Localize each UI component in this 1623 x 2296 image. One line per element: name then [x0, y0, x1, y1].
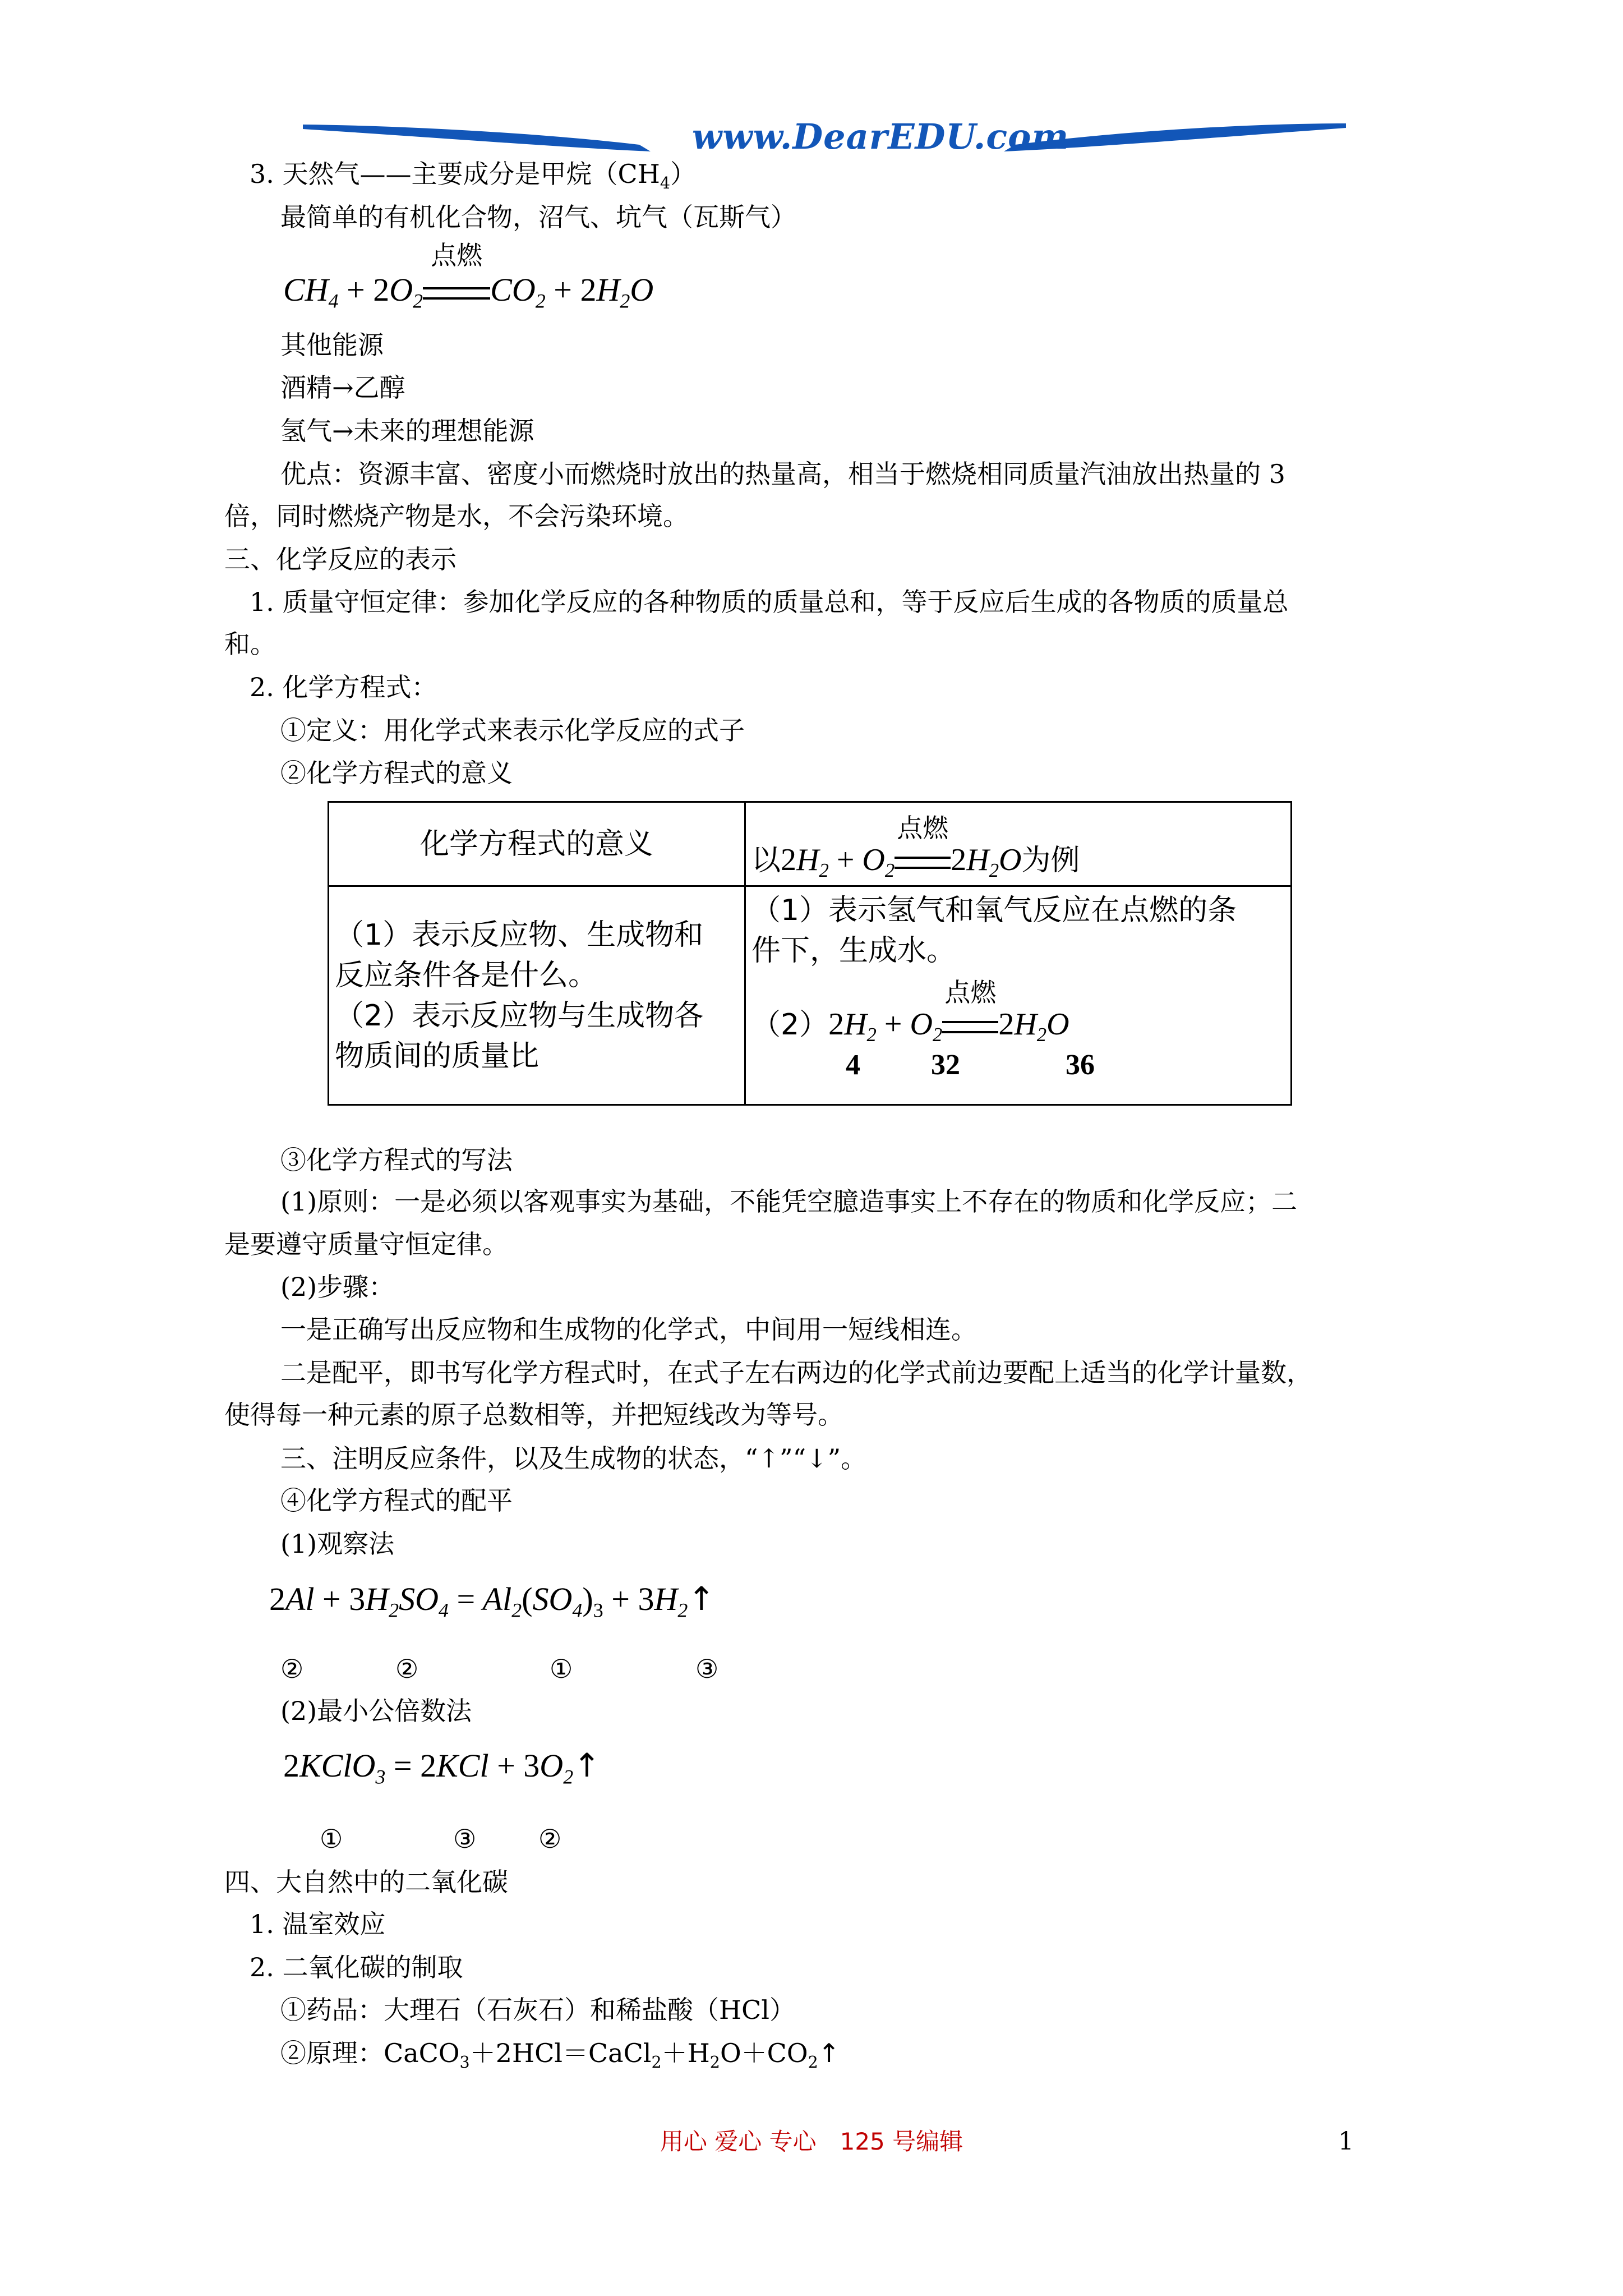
- balance-marks-2: ① ③ ②: [320, 1824, 562, 1854]
- text-line: (2)步骤：: [280, 1272, 395, 1302]
- text-line: 三、注明反应条件，以及生成物的状态，“↑”“↓”。: [280, 1443, 867, 1474]
- text-line: 酒精→乙醇: [280, 372, 405, 403]
- text-line: 2. 二氧化碳的制取: [250, 1952, 463, 1982]
- text-line: ①药品：大理石（石灰石）和稀盐酸（HCl）: [280, 1995, 796, 2025]
- text-line: 3. 天然气——主要成分是甲烷$(CH_4)$: [250, 159, 696, 192]
- text-line: 氢气→未来的理想能源: [280, 416, 534, 446]
- text-line: 是要遵守质量守恒定律。: [224, 1229, 508, 1259]
- table-cell-example: （1）表示氢气和氧气反应在点燃的条 件下，生成水。 $(2)2H_2 + O_2$ 点燃 $2H_2O$ 4 32 36: [745, 886, 1292, 1105]
- mass-value: 32: [931, 1049, 960, 1081]
- balance-marks-1: ② ② ① ③: [280, 1654, 719, 1684]
- mass-value: 4: [846, 1049, 860, 1081]
- page-number: 1: [1338, 2127, 1354, 2156]
- text-line: ①定义：用化学式来表示化学反应的式子: [280, 715, 745, 746]
- footer-text: 用心 爱心 专心 125 号编辑: [660, 2128, 963, 2155]
- text-line: 使得每一种元素的原子总数相等，并把短线改为等号。: [224, 1400, 843, 1430]
- text-line: ②原理：$CaCO_3+2HCl=CaCl_2+H_2O+CO_2↑$: [280, 2038, 840, 2072]
- text-line: 优点：资源丰富、密度小而燃烧时放出的热量高，相当于燃烧相同质量汽油放出热量的 3: [280, 459, 1285, 489]
- text-line: 1. 温室效应: [250, 1909, 386, 1939]
- text-line: ②化学方程式的意义: [280, 758, 513, 788]
- equation-kclo3: 2KClO$_3$ = $2KCl + 3O_2↑$: [283, 1746, 601, 1788]
- text-line: ④化学方程式的配平: [280, 1485, 513, 1516]
- text-line: 1. 质量守恒定律：参加化学反应的各种物质的质量总和，等于反应后生成的各物质的质量总: [250, 587, 1289, 617]
- site-logo: www.DearEDU.com: [691, 116, 1069, 157]
- equation-meaning-table: [328, 801, 1292, 1106]
- equation-aluminum: $2Al + 3H_2SO_4 = Al_2(SO_4)_3$ + $3H_2↑$: [269, 1580, 715, 1622]
- table-header-example: 以$2H_2 + O_2$ 点燃 $2H_2O$为例: [745, 802, 1292, 886]
- equation-methane: $CH_4 + 2O_2$ 点燃 $CO_2 + 2H_2O$: [283, 240, 654, 312]
- section-heading: 四、大自然中的二氧化碳: [224, 1867, 508, 1897]
- text-line: 和。: [224, 629, 276, 659]
- text-line: ③化学方程式的写法: [280, 1145, 513, 1175]
- mass-value: 36: [1066, 1049, 1095, 1081]
- header-banner: [303, 112, 1346, 163]
- text-line: 二是配平，即书写化学方程式时，在式子左右两边的化学式前边要配上适当的化学计量数，: [280, 1358, 1312, 1388]
- text-line: 其他能源: [280, 330, 384, 360]
- text-line: 最简单的有机化合物，沼气、坑气（瓦斯气）: [280, 202, 796, 232]
- text-line: (1)观察法: [280, 1529, 395, 1559]
- text-line: 倍，同时燃烧产物是水，不会污染环境。: [224, 501, 689, 531]
- text-line: (2)最小公倍数法: [280, 1696, 472, 1726]
- text-line: 一是正确写出反应物和生成物的化学式，中间用一短线相连。: [280, 1314, 977, 1345]
- section-heading: 三、化学反应的表示: [224, 544, 457, 574]
- table-header-meaning: 化学方程式的意义: [329, 802, 745, 886]
- text-line: 2. 化学方程式：: [250, 672, 437, 702]
- text-line: (1)原则：一是必须以客观事实为基础，不能凭空臆造事实上不存在的物质和化学反应；二: [280, 1186, 1298, 1217]
- table-cell-meaning: （1）表示反应物、生成物和 反应条件各是什么。 （2）表示反应物与生成物各 物质间的质量比: [329, 886, 745, 1105]
